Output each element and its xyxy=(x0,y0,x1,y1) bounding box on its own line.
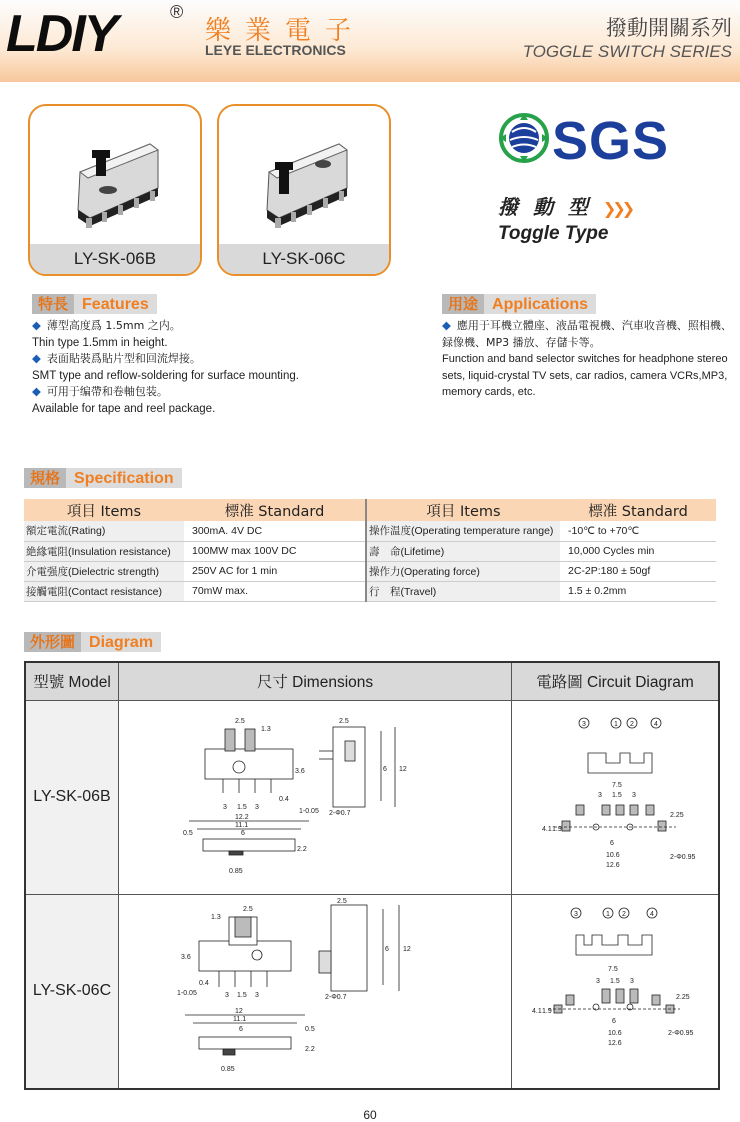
applications-heading-en: Applications xyxy=(492,296,589,313)
type-english: Toggle Type xyxy=(498,223,609,244)
diagram-col-dimensions: 尺寸 Dimensions xyxy=(119,662,512,700)
table-row xyxy=(25,894,719,1089)
diagram-col-circuit: 電路圖 Circuit Diagram xyxy=(512,662,720,700)
table-row xyxy=(24,521,716,541)
spec-cell: 額定電流(Rating) xyxy=(24,521,184,541)
application-line xyxy=(442,318,738,335)
circuit-diagram-cell xyxy=(512,894,720,1089)
diagram-table xyxy=(24,661,720,1090)
registered-mark: ® xyxy=(170,2,184,22)
features-heading-cn: 特長 xyxy=(32,294,74,314)
dim-label: 2-Φ0.7 xyxy=(325,993,347,1001)
dim-label: 4.1 xyxy=(532,1007,542,1015)
model-name: LY-SK-06B xyxy=(25,700,119,894)
circuit-labels xyxy=(532,911,694,1047)
dim-label: 7.5 xyxy=(608,965,618,973)
dim-label: 12.6 xyxy=(608,1039,622,1047)
dim-label: 12 xyxy=(399,765,407,773)
spec-cell: 接觸電阻(Contact resistance) xyxy=(24,581,184,601)
spec-col-items-2: 項目 Items xyxy=(366,499,560,521)
feature-en-3: Available for tape and reel package. xyxy=(32,402,216,415)
dim-label: 1.3 xyxy=(211,913,221,921)
dim-label: 6 xyxy=(612,1017,616,1025)
pin-label: 1 xyxy=(614,720,618,728)
dim-label: 2-Φ0.95 xyxy=(668,1029,694,1037)
bullet-diamond-icon: ◆ xyxy=(442,320,451,332)
feature-cn-1: 薄型高度爲 1.5mm 之内。 xyxy=(46,319,181,332)
spec-cell: 壽 命(Lifetime) xyxy=(366,541,560,561)
spec-cell: 1.5 ± 0.2mm xyxy=(560,581,716,601)
dim-label: 3 xyxy=(255,991,259,999)
switch-photo-06c xyxy=(219,106,391,246)
spec-cell: -10℃ to +70℃ xyxy=(560,521,716,541)
spec-heading xyxy=(24,468,182,488)
diagram-header-row xyxy=(25,662,719,700)
dim-label: 0.5 xyxy=(183,829,193,837)
table-row xyxy=(25,700,719,894)
circuit-diagram-06b xyxy=(512,701,718,889)
model-name: LY-SK-06C xyxy=(25,894,119,1089)
dim-label: 2.5 xyxy=(339,717,349,725)
dim-label: 3 xyxy=(598,791,602,799)
dim-label: 6 xyxy=(239,1025,243,1033)
spec-col-items: 項目 Items xyxy=(24,499,184,521)
dim-label: 3 xyxy=(255,803,259,811)
dim-label: 2-Φ0.95 xyxy=(670,853,696,861)
dim-label: 1.9 xyxy=(542,1007,552,1015)
spec-header-row xyxy=(24,499,716,521)
feature-line xyxy=(32,318,299,335)
dimension-drawing-06c xyxy=(119,895,511,1083)
dimension-drawing-cell xyxy=(119,894,512,1089)
dim-label: 3 xyxy=(223,803,227,811)
pin-label: 1 xyxy=(606,910,610,918)
spec-cell: 250V AC for 1 min xyxy=(184,561,366,581)
type-cn-text: 撥 動 型 xyxy=(498,195,592,219)
chevrons-icon: ❯❯❯ xyxy=(602,199,632,218)
spec-cell: 100MW max 100V DC xyxy=(184,541,366,561)
spec-cell: 行 程(Travel) xyxy=(366,581,560,601)
dim-label: 6 xyxy=(241,829,245,837)
dim-label: 3 xyxy=(596,977,600,985)
spec-cell: 介電强度(Dielectric strength) xyxy=(24,561,184,581)
spec-cell: 300mA. 4V DC xyxy=(184,521,366,541)
feature-cn-3: 可用于编帶和卷軸包装。 xyxy=(46,385,168,398)
feature-en-1: Thin type 1.5mm in height. xyxy=(32,336,168,349)
circuit-labels xyxy=(542,721,696,869)
dim-label: 1.3 xyxy=(261,725,271,733)
company-logo: LDIY xyxy=(6,5,117,63)
dim-label: 2-Φ0.7 xyxy=(329,809,351,817)
spec-cell: 操作温度(Operating temperature range) xyxy=(366,521,560,541)
application-en-3: memory cards, etc. xyxy=(442,386,536,398)
circuit-diagram-06c xyxy=(512,895,718,1083)
pin-label: 3 xyxy=(582,720,586,728)
page-header xyxy=(0,0,740,82)
table-row xyxy=(24,581,716,601)
dim-label: 1.5 xyxy=(610,977,620,985)
bullet-diamond-icon: ◆ xyxy=(32,386,41,398)
switch-photo-06b xyxy=(30,106,202,246)
dim-label: 11.1 xyxy=(233,1015,247,1023)
feature-en-2: SMT type and reflow-soldering for surface mounting. xyxy=(32,369,299,382)
pin-label: 2 xyxy=(622,910,626,918)
application-en-1: Function and band selector switches for headphone stereo xyxy=(442,353,728,365)
dim-label: 0.4 xyxy=(199,979,209,987)
dim-label: 0.4 xyxy=(279,795,289,803)
features-heading-en: Features xyxy=(82,296,149,313)
pin-label: 3 xyxy=(574,910,578,918)
bullet-diamond-icon: ◆ xyxy=(32,353,41,365)
spec-cell: 10,000 Cycles min xyxy=(560,541,716,561)
applications-heading-cn: 用途 xyxy=(442,294,484,314)
application-cn-1: 應用于耳機立體座、液晶電視機、汽車收音機、照相機、 xyxy=(456,319,732,332)
table-row xyxy=(24,561,716,581)
spec-col-standard: 標准 Standard xyxy=(184,499,366,521)
dim-label: 10.6 xyxy=(606,851,620,859)
dim-label: 0.85 xyxy=(221,1065,235,1073)
dim-label: 4.1 xyxy=(542,825,552,833)
sgs-globe-icon xyxy=(498,112,550,164)
dimension-labels xyxy=(177,898,411,1073)
dim-label: 1.9 xyxy=(552,825,562,833)
dim-label: 2.2 xyxy=(297,845,307,853)
dim-label: 3 xyxy=(630,977,634,985)
dimension-drawing-06b xyxy=(119,701,511,889)
dim-label: 0.5 xyxy=(305,1025,315,1033)
dim-label: 1-0.05 xyxy=(177,989,197,997)
dim-label: 1.5 xyxy=(612,791,622,799)
circuit-diagram-cell xyxy=(512,700,720,894)
dim-label: 2.25 xyxy=(670,811,684,819)
spec-cell: 70mW max. xyxy=(184,581,366,601)
diagram-heading-cn: 外形圖 xyxy=(24,632,81,652)
feature-line xyxy=(32,351,299,368)
spec-heading-en: Specification xyxy=(74,470,174,487)
spec-table xyxy=(24,499,716,602)
product-card-06c xyxy=(217,104,391,276)
diagram-col-model: 型號 Model xyxy=(25,662,119,700)
dim-label: 12.6 xyxy=(606,861,620,869)
series-title-english: TOGGLE SWITCH SERIES xyxy=(522,42,732,61)
dim-label: 1.5 xyxy=(237,803,247,811)
dimension-drawing-cell xyxy=(119,700,512,894)
table-row xyxy=(24,541,716,561)
dim-label: 2.2 xyxy=(305,1045,315,1053)
applications-heading xyxy=(442,294,596,314)
product-card-06b xyxy=(28,104,202,276)
dimension-labels xyxy=(183,718,407,875)
dim-label: 11.1 xyxy=(235,821,249,829)
dim-label: 6 xyxy=(383,765,387,773)
application-cn-2: 録像機、MP3 播放、存儲卡等。 xyxy=(442,335,601,349)
dim-label: 0.85 xyxy=(229,867,243,875)
dim-label: 1.5 xyxy=(237,991,247,999)
dim-label: 12 xyxy=(403,945,411,953)
feature-cn-2: 表面貼裝爲貼片型和回流焊接。 xyxy=(46,352,201,365)
spec-cell: 2C-2P:180 ± 50gf xyxy=(560,561,716,581)
product-label: LY-SK-06B xyxy=(30,244,200,274)
application-en-2: sets, liquid-crystal TV sets, car radios, camera VCRs,MP3, xyxy=(442,369,728,382)
spec-col-standard-2: 標准 Standard xyxy=(560,499,716,521)
dim-label: 7.5 xyxy=(612,781,622,789)
pin-label: 2 xyxy=(630,720,634,728)
applications-text xyxy=(442,318,738,401)
dim-label: 3.6 xyxy=(181,953,191,961)
series-title-chinese: 撥動開關系列 xyxy=(606,16,732,40)
bullet-diamond-icon: ◆ xyxy=(32,320,41,332)
dim-label: 6 xyxy=(385,945,389,953)
product-label: LY-SK-06C xyxy=(219,244,389,274)
diagram-heading-en: Diagram xyxy=(89,634,154,651)
feature-line xyxy=(32,384,299,401)
dim-label: 3 xyxy=(632,791,636,799)
sgs-logo-text: SGS xyxy=(552,111,670,171)
dim-label: 6 xyxy=(610,839,614,847)
features-heading xyxy=(32,294,157,314)
page-number: 60 xyxy=(363,1108,377,1122)
brand-chinese: 樂業電子 xyxy=(205,16,366,46)
dim-label: 2.5 xyxy=(235,717,245,725)
dim-label: 3.6 xyxy=(295,767,305,775)
dim-label: 2.5 xyxy=(337,897,347,905)
dim-label: 12.2 xyxy=(235,813,249,821)
dim-label: 12 xyxy=(235,1007,243,1015)
dim-label: 2.25 xyxy=(676,993,690,1001)
spec-cell: 絶緣電阻(Insulation resistance) xyxy=(24,541,184,561)
dim-label: 1-0.05 xyxy=(299,807,319,815)
dim-label: 3 xyxy=(225,991,229,999)
pin-label: 4 xyxy=(654,720,658,728)
type-chinese xyxy=(498,191,631,220)
dim-label: 10.6 xyxy=(608,1029,622,1037)
diagram-heading xyxy=(24,632,161,652)
spec-cell: 操作力(Operating force) xyxy=(366,561,560,581)
features-list xyxy=(32,318,299,417)
dim-label: 2.5 xyxy=(243,905,253,913)
spec-heading-cn: 規格 xyxy=(24,468,66,488)
pin-label: 4 xyxy=(650,910,654,918)
brand-english: LEYE ELECTRONICS xyxy=(205,42,346,58)
